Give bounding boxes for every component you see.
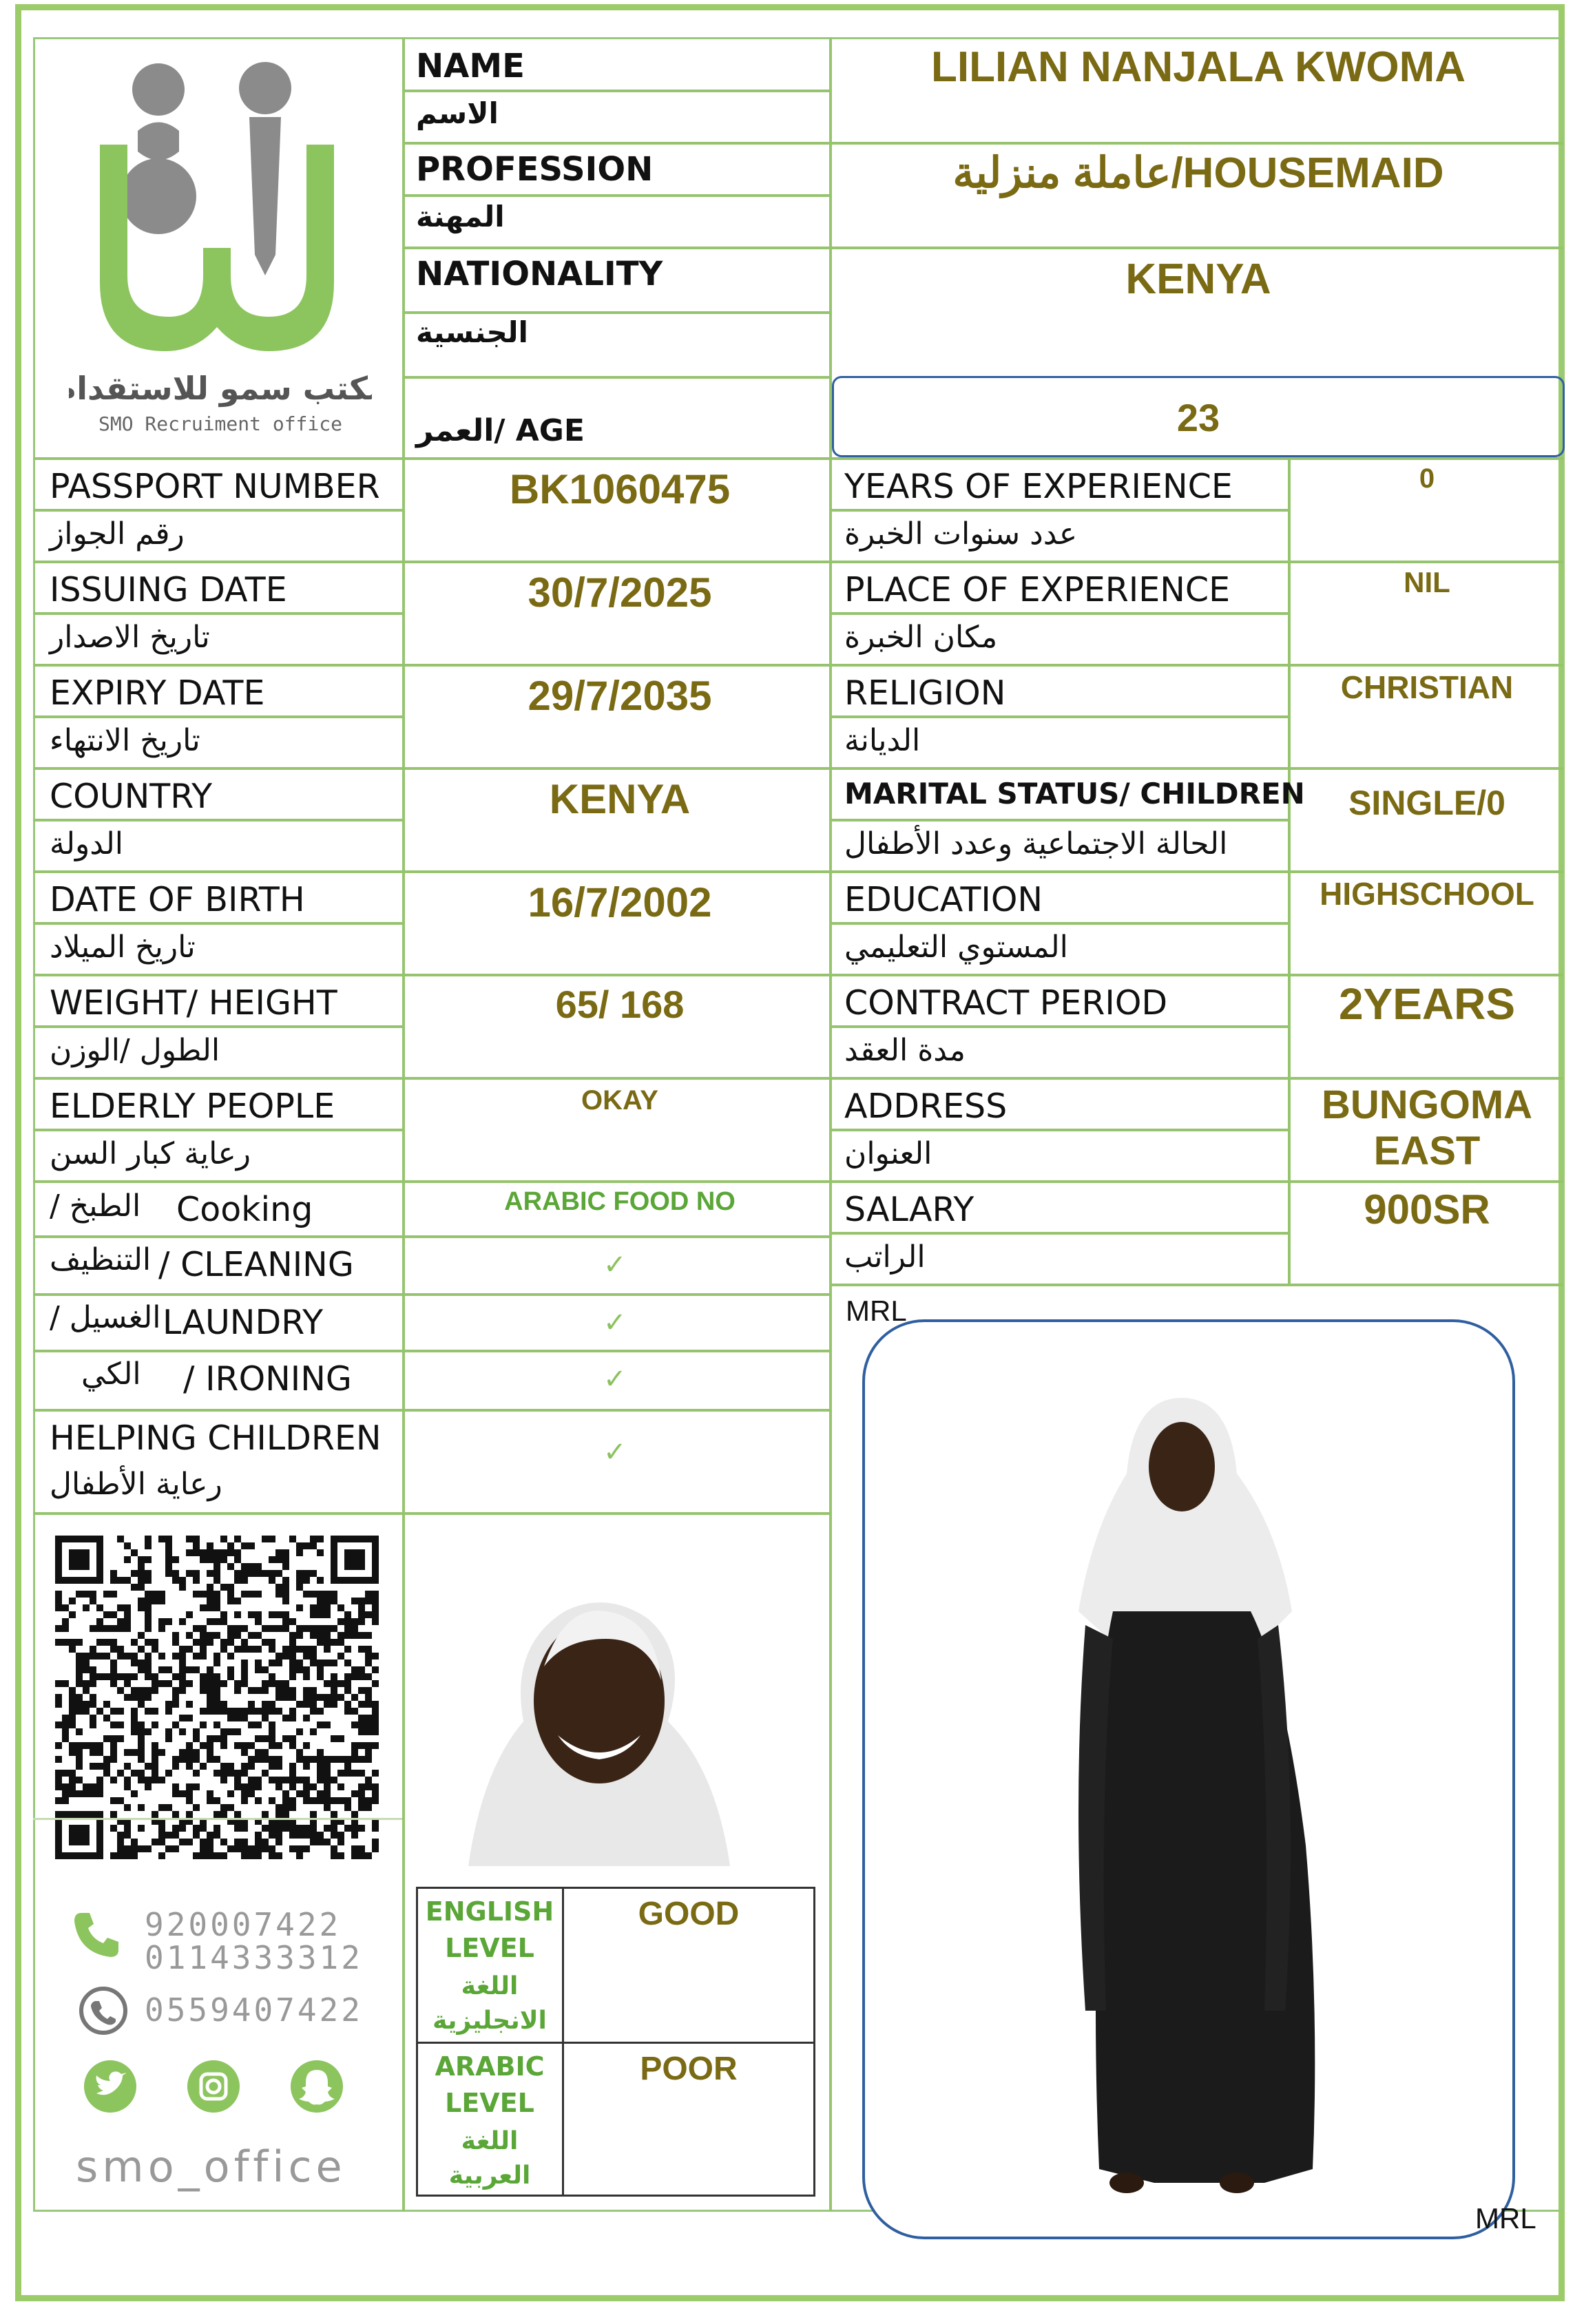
row-divider bbox=[829, 1077, 1563, 1080]
row-divider bbox=[829, 509, 1288, 512]
logo bbox=[69, 48, 372, 441]
phone-number-1: 920007422 bbox=[145, 1906, 342, 1943]
right-row-label-ar: مكان الخبرة bbox=[844, 620, 998, 655]
right-row-label-ar: الديانة bbox=[844, 723, 921, 758]
right-row-label-ar: المستوي التعليمي bbox=[844, 930, 1068, 965]
contact-block bbox=[69, 1901, 379, 2197]
row-divider bbox=[33, 1077, 829, 1080]
left-row-label: ELDERLY PEOPLE bbox=[50, 1087, 335, 1126]
skill-value: ARABIC FOOD NO bbox=[504, 1187, 736, 1216]
mrl-mark-top: MRL bbox=[846, 1295, 907, 1327]
right-row-label: RELIGION bbox=[844, 673, 1006, 713]
check-icon: ✓ bbox=[603, 1249, 627, 1281]
row-divider bbox=[829, 1180, 1563, 1183]
left-row-value: 65/ 168 bbox=[555, 983, 685, 1026]
left-row-value: 30/7/2025 bbox=[528, 569, 712, 616]
language-value: POOR bbox=[640, 2051, 738, 2087]
nationality-value: KENYA bbox=[1125, 255, 1271, 303]
row-divider bbox=[829, 1129, 1288, 1131]
skill-label: / CLEANING bbox=[158, 1245, 354, 1284]
row-divider bbox=[33, 1025, 402, 1028]
right-row-value: BUNGOMA EAST bbox=[1321, 1082, 1533, 1173]
profession-label-ar: المهنة bbox=[416, 200, 505, 233]
left-row-label: EXPIRY DATE bbox=[50, 673, 265, 713]
left-row-label-ar: رعاية كبار السن bbox=[50, 1136, 251, 1171]
right-row-value: CHRISTIAN bbox=[1340, 669, 1514, 705]
portrait-photo bbox=[441, 1563, 744, 1866]
row-divider bbox=[829, 819, 1288, 821]
right-row-value: 0 bbox=[1419, 463, 1435, 494]
row-divider bbox=[33, 819, 402, 821]
left-row-value: KENYA bbox=[549, 776, 691, 822]
skill-label-ar: التنظيف bbox=[50, 1242, 152, 1277]
language-label-ar: اللغة العربية bbox=[448, 2127, 531, 2190]
left-row-label-ar: الطول /الوزن bbox=[50, 1033, 220, 1068]
right-row-value: SINGLE/0 bbox=[1348, 784, 1505, 822]
profession-label: PROFESSION bbox=[416, 150, 654, 189]
right-row-label-ar: الحالة الاجتماعية وعدد الأطفال bbox=[844, 826, 1228, 861]
left-row-label-ar: تاريخ الميلاد bbox=[50, 930, 196, 965]
row-divider bbox=[829, 715, 1288, 718]
nationality-label: NATIONALITY bbox=[416, 255, 663, 293]
row-divider bbox=[33, 1350, 829, 1352]
left-row-value: BK1060475 bbox=[509, 466, 731, 512]
row-divider bbox=[33, 1235, 829, 1238]
right-row-label: CONTRACT PERIOD bbox=[844, 983, 1168, 1023]
twitter-icon[interactable] bbox=[83, 2059, 138, 2114]
row-divider bbox=[33, 1180, 829, 1183]
right-row-label-ar: مدة العقد bbox=[844, 1033, 966, 1068]
full-body-photo bbox=[865, 1322, 1515, 2239]
right-row-label-ar: العنوان bbox=[844, 1136, 932, 1171]
row-divider bbox=[829, 612, 1288, 615]
name-value: LILIAN NANJALA KWOMA bbox=[930, 43, 1466, 91]
row-divider bbox=[829, 767, 1563, 770]
left-row-label-ar: الدولة bbox=[50, 826, 123, 861]
right-row-value: 2YEARS bbox=[1338, 979, 1516, 1029]
language-label: ARABIC LEVEL bbox=[435, 2051, 545, 2119]
right-row-label: SALARY bbox=[844, 1190, 974, 1229]
skill-label-ar: الكي bbox=[81, 1357, 141, 1392]
right-row-value: 900SR bbox=[1364, 1186, 1490, 1233]
name-label-ar: الاسم bbox=[416, 96, 499, 130]
row-divider bbox=[33, 974, 829, 976]
row-divider bbox=[829, 870, 1563, 873]
row-divider bbox=[33, 767, 829, 770]
row-divider bbox=[829, 1232, 1288, 1235]
instagram-icon[interactable] bbox=[186, 2059, 241, 2114]
right-row-label: YEARS OF EXPERIENCE bbox=[844, 467, 1233, 506]
row-divider bbox=[829, 1025, 1288, 1028]
row-divider bbox=[829, 561, 1563, 563]
name-label: NAME bbox=[416, 47, 525, 85]
left-row-value: 29/7/2035 bbox=[528, 673, 712, 719]
skill-label-ar: الغسيل / bbox=[50, 1300, 161, 1335]
age-value: 23 bbox=[1176, 396, 1220, 439]
left-row-value: 16/7/2002 bbox=[528, 879, 712, 925]
right-row-label: MARITAL STATUS/ CHILDREN bbox=[844, 777, 1305, 810]
logo-english-text: SMO Recruiment office bbox=[98, 412, 343, 435]
check-icon: ✓ bbox=[603, 1436, 627, 1468]
row-divider bbox=[33, 509, 402, 512]
skill-label-ar: رعاية الأطفال bbox=[50, 1467, 222, 1502]
right-row-label: PLACE OF EXPERIENCE bbox=[844, 570, 1231, 609]
skill-label: / IRONING bbox=[183, 1359, 352, 1399]
qr-code[interactable] bbox=[55, 1536, 379, 1859]
row-divider bbox=[33, 1512, 829, 1515]
skill-label-ar: الطبخ / bbox=[50, 1189, 141, 1224]
right-row-label-ar: عدد سنوات الخبرة bbox=[844, 516, 1078, 552]
row-divider bbox=[33, 922, 402, 925]
row-divider bbox=[33, 1293, 829, 1296]
row-divider bbox=[33, 870, 829, 873]
left-row-label: COUNTRY bbox=[50, 777, 213, 816]
row-divider bbox=[33, 715, 402, 718]
left-row-label: DATE OF BIRTH bbox=[50, 880, 305, 919]
left-row-label-ar: رقم الجواز bbox=[50, 516, 185, 552]
right-row-label: EDUCATION bbox=[844, 880, 1043, 919]
right-row-label: ADDRESS bbox=[844, 1087, 1008, 1126]
left-row-label: WEIGHT/ HEIGHT bbox=[50, 983, 337, 1023]
check-icon: ✓ bbox=[603, 1363, 627, 1395]
age-label: العمر/ AGE bbox=[416, 413, 585, 448]
logo-arabic-text: مكتب سمو للاستقدام bbox=[69, 370, 372, 407]
right-row-value: NIL bbox=[1404, 566, 1450, 598]
row-divider bbox=[33, 561, 829, 563]
social-handle: smo_office bbox=[76, 2142, 346, 2192]
full-body-photo-frame bbox=[862, 1319, 1515, 2239]
phone-number-2: 0114333312 bbox=[145, 1939, 363, 1976]
language-label-ar: اللغة الانجليزية bbox=[432, 1972, 547, 2035]
row-divider bbox=[33, 1129, 402, 1131]
skill-label: LAUNDRY bbox=[163, 1303, 324, 1342]
right-row-label-ar: الراتب bbox=[844, 1239, 926, 1275]
whatsapp-icon bbox=[76, 1983, 131, 2038]
row-divider bbox=[33, 1409, 829, 1412]
nationality-label-ar: الجنسية bbox=[416, 315, 528, 349]
language-value: GOOD bbox=[638, 1896, 740, 1932]
left-row-label-ar: تاريخ الانتهاء bbox=[50, 723, 200, 758]
mrl-mark-bottom: MRL bbox=[1475, 2202, 1536, 2234]
snapchat-icon[interactable] bbox=[289, 2059, 344, 2114]
row-divider bbox=[33, 664, 829, 667]
row-divider bbox=[33, 612, 402, 615]
left-row-label-ar: تاريخ الاصدار bbox=[50, 620, 210, 655]
profession-value: عاملة منزلية/HOUSEMAID bbox=[952, 149, 1444, 197]
right-row-value: HIGHSCHOOL bbox=[1320, 876, 1534, 912]
language-label: ENGLISH LEVEL bbox=[425, 1896, 554, 1964]
row-divider bbox=[829, 1284, 1563, 1286]
row-divider bbox=[829, 664, 1563, 667]
left-row-value: OKAY bbox=[581, 1085, 658, 1116]
row-divider bbox=[829, 922, 1288, 925]
whatsapp-number: 0559407422 bbox=[145, 1991, 363, 2029]
row-divider bbox=[829, 974, 1563, 976]
skill-label: Cooking bbox=[176, 1190, 313, 1229]
left-row-label: ISSUING DATE bbox=[50, 570, 287, 609]
check-icon: ✓ bbox=[603, 1307, 627, 1339]
skill-label: HELPING CHILDREN bbox=[50, 1419, 382, 1458]
left-row-label: PASSPORT NUMBER bbox=[50, 467, 380, 506]
phone-icon bbox=[69, 1907, 124, 1962]
